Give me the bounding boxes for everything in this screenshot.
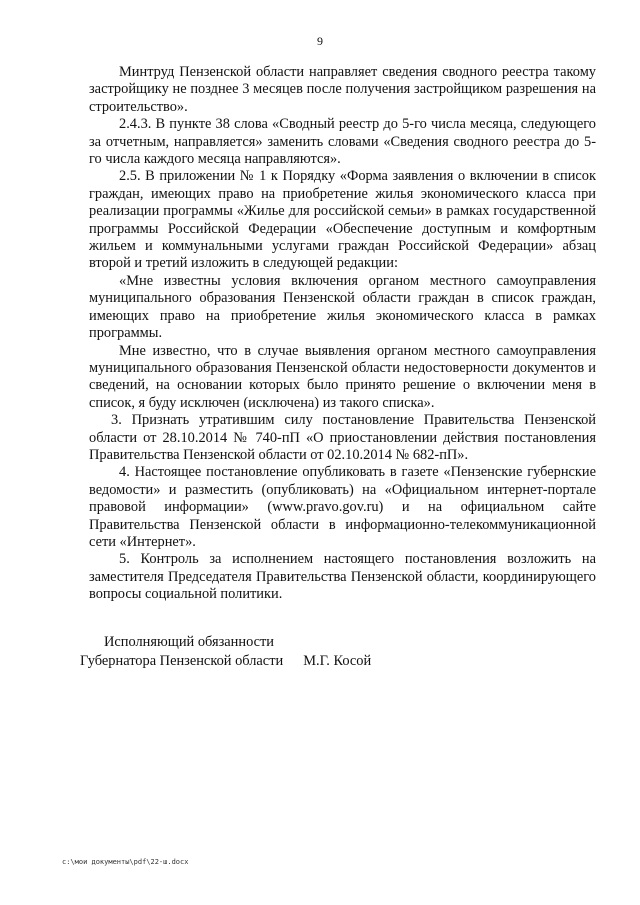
paragraph-3-repeal: 3. Признать утратившим силу постановление Правительства Пензенской области от 28.10.2014 № 740-пП «О приостановлении действия постановления Правительства Пензенской области от 02.10.2014 № 682-пП». [89,412,596,463]
signature-title-line2: Губернатора Пензенской области [80,653,284,669]
paragraph-5-control: 5. Контроль за исполнением настоящего постановления возложить на заместителя Председателя Правительства Пензенской области, координирующего вопросы социальной политики. [89,551,596,603]
signature-title-line2-row [80,652,440,671]
signature-title-line1: Исполняющий обязанности [104,634,275,650]
paragraph-quote-exclusion: Мне известно, что в случае выявления органом местного самоуправления муниципального образования Пензенской области недостоверности документов и сведений, на основании которых было принято решение о включении меня в список, я буду исключен (исключена) из такого списка». [89,342,596,411]
signature-name: М.Г. Косой [303,653,372,669]
paragraph-2-4-3: 2.4.3. В пункте 38 слова «Сводный реестр до 5-го числа месяца, следующего за отчетным, направляется» заменить словами «Сведения сводного реестра до 5-го числа каждого месяца направляются». [89,116,596,168]
signature-block [80,633,440,671]
paragraph-quote-conditions: «Мне известны условия включения органом местного самоуправления муниципального образования Пензенской области граждан в список граждан, имеющих право на приобретение жилья экономического класса в рамках программы. [89,272,596,342]
paragraph-4-publish: 4. Настоящее постановление опубликовать в газете «Пензенские губернские ведомости» и разместить (опубликовать) на «Официальном интернет-портале правовой информации» (www.pravo.gov.ru) и на официальном сайте Правительства Пензенской области в информационно-телекоммуникационной сети «Интернет». [89,464,596,550]
page-number: 9 [317,34,323,48]
paragraph-2-5: 2.5. В приложении № 1 к Порядку «Форма заявления о включении в список граждан, имеющих право на приобретение жилья экономического класса при реализации программы «Жилье для российской семьи» в рамках государственной программы Российской Федерации «Обеспечение доступным и комфортным жильем и коммунальными услугами граждан Российской Федерации» абзац второй и третий изложить в следующей редакции: [89,168,596,272]
paragraph-mintrud-info: Минтруд Пензенской области направляет сведения сводного реестра такому застройщику не позднее 3 месяцев после получения застройщиком разрешения на строительство». [89,64,596,115]
footer-file-path: c:\мои документы\pdf\22-ш.docx [62,858,189,866]
document-body [89,64,596,604]
